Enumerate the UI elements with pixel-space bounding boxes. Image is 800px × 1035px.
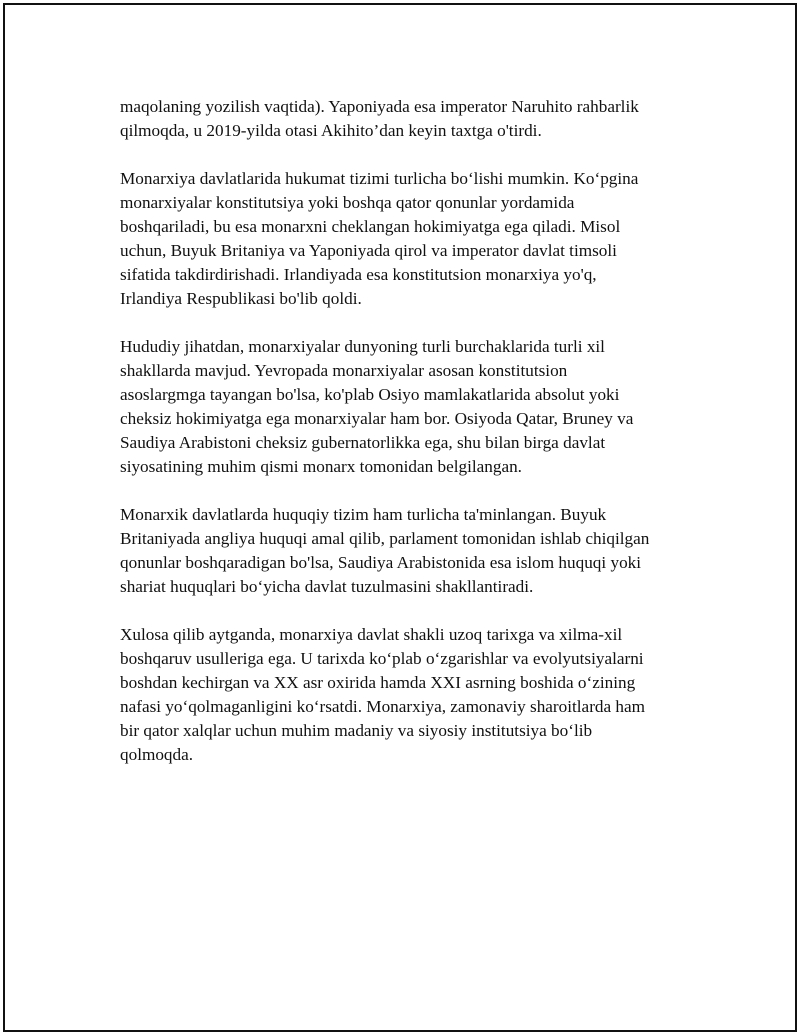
- text-line: siyosatining muhim qismi monarx tomonidan belgilangan.: [120, 457, 522, 476]
- paragraph-1: [120, 95, 700, 143]
- text-line: shariat huquqlari bo‘yicha davlat tuzulmasini shakllantiradi.: [120, 577, 534, 596]
- text-line: shakllarda mavjud. Yevropada monarxiyalar asosan konstitutsion: [120, 361, 568, 380]
- text-line: boshqaruv usulleriga ega. U tarixda ko‘plab o‘zgarishlar va evolyutsiyalarni: [120, 649, 644, 668]
- text-line: Britaniyada angliya huquqi amal qilib, parlament tomonidan ishlab chiqilgan: [120, 529, 650, 548]
- text-line: Irlandiya Respublikasi bo'lib qoldi.: [120, 289, 362, 308]
- text-line: asoslargmga tayangan bo'lsa, ko'plab Osiyo mamlakatlarida absolut yoki: [120, 385, 620, 404]
- text-line: boshdan kechirgan va XX asr oxirida hamda XXI asrning boshida o‘zining: [120, 673, 636, 692]
- text-line: qilmoqda, u 2019-yilda otasi Akihito’dan keyin taxtga o'tirdi.: [120, 121, 542, 140]
- text-line: Xulosa qilib aytganda, monarxiya davlat shakli uzoq tarixga va xilma-xil: [120, 625, 623, 644]
- paragraph-3: [120, 335, 700, 479]
- document-page: [3, 3, 797, 1032]
- text-line: uchun, Buyuk Britaniya va Yaponiyada qirol va imperator davlat timsoli: [120, 241, 617, 260]
- text-line: Monarxik davlatlarda huquqiy tizim ham turlicha ta'minlangan. Buyuk: [120, 505, 607, 524]
- text-line: boshqariladi, bu esa monarxni cheklangan hokimiyatga ega qiladi. Misol: [120, 217, 621, 236]
- text-line: cheksiz hokimiyatga ega monarxiyalar ham bor. Osiyoda Qatar, Bruney va: [120, 409, 634, 428]
- text-line: qolmoqda.: [120, 745, 194, 764]
- text-line: monarxiyalar konstitutsiya yoki boshqa qator qonunlar yordamida: [120, 193, 575, 212]
- paragraph-4: [120, 503, 700, 599]
- text-line: Monarxiya davlatlarida hukumat tizimi turlicha bo‘lishi mumkin. Ko‘pgina: [120, 169, 639, 188]
- text-line: Saudiya Arabistoni cheksiz gubernatorlikka ega, shu bilan birga davlat: [120, 433, 606, 452]
- text-line: qonunlar boshqaradigan bo'lsa, Saudiya Arabistonida esa islom huquqi yoki: [120, 553, 642, 572]
- text-line: bir qator xalqlar uchun muhim madaniy va siyosiy institutsiya bo‘lib: [120, 721, 593, 740]
- text-line: sifatida takdirdirishadi. Irlandiyada esa konstitutsion monarxiya yo'q,: [120, 265, 597, 284]
- text-line: nafasi yo‘qolmaganligini ko‘rsatdi. Monarxiya, zamonaviy sharoitlarda ham: [120, 697, 646, 716]
- text-line: Hududiy jihatdan, monarxiyalar dunyoning turli burchaklarida turli xil: [120, 337, 605, 356]
- paragraph-5: [120, 623, 700, 767]
- text-line: maqolaning yozilish vaqtida). Yaponiyada esa imperator Naruhito rahbarlik: [120, 97, 639, 116]
- paragraph-2: [120, 167, 700, 311]
- document-body: [120, 95, 700, 791]
